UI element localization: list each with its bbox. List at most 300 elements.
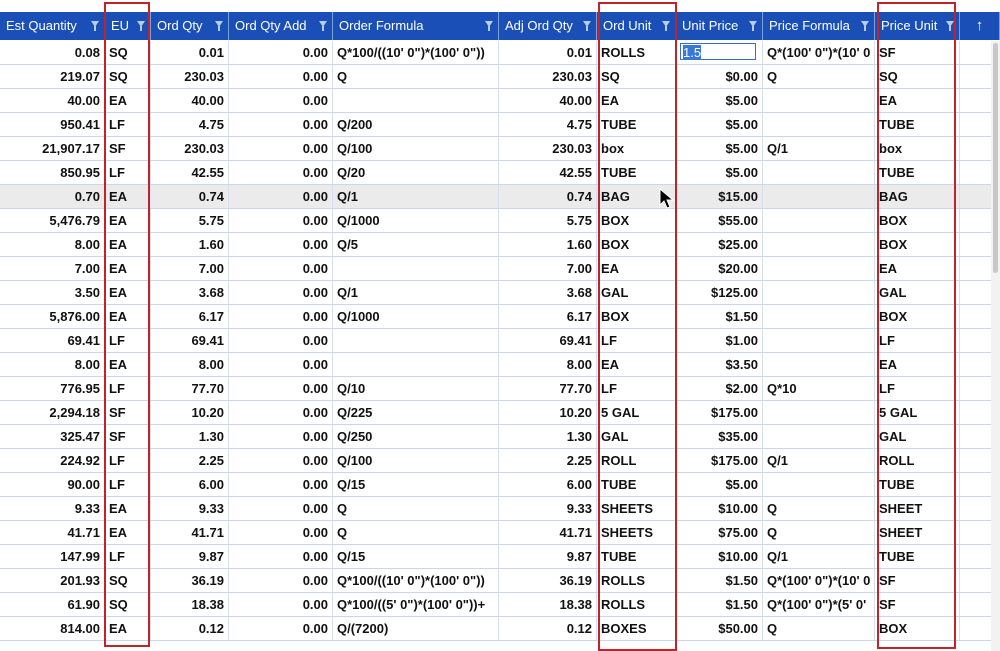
cell-order-formula[interactable]: Q/250 [333,425,499,448]
cell-price-unit[interactable]: BOX [875,233,960,256]
cell-est-qty[interactable]: 9.33 [0,497,105,520]
cell-eu[interactable]: EA [105,521,151,544]
cell-ord-qty[interactable]: 0.01 [151,41,229,64]
cell-unit-price[interactable]: $3.50 [676,353,763,376]
cell-eu[interactable]: EA [105,497,151,520]
cell-order-formula[interactable]: Q/100 [333,137,499,160]
cell-ord-unit[interactable]: BOX [597,233,676,256]
cell-ord-unit[interactable]: EA [597,353,676,376]
cell-est-qty[interactable]: 40.00 [0,89,105,112]
cell-price-unit[interactable]: SF [875,41,960,64]
cell-price-unit[interactable]: TUBE [875,113,960,136]
cell-price-formula[interactable] [763,257,875,280]
cell-price-formula[interactable] [763,185,875,208]
cell-ord-qty[interactable]: 69.41 [151,329,229,352]
table-row[interactable] [0,89,1000,113]
cell-ord-unit[interactable]: BOX [597,209,676,232]
cell-ord-unit[interactable]: ROLLS [597,569,676,592]
cell-ord-qty-add[interactable]: 0.00 [229,305,333,328]
cell-adj-ord-qty[interactable]: 36.19 [499,569,597,592]
cell-ord-qty-add[interactable]: 0.00 [229,401,333,424]
table-row[interactable] [0,41,1000,65]
cell-price-unit[interactable]: BAG [875,185,960,208]
table-row[interactable] [0,137,1000,161]
cell-ord-qty-add[interactable]: 0.00 [229,137,333,160]
cell-price-formula[interactable] [763,329,875,352]
cell-ord-qty-add[interactable]: 0.00 [229,569,333,592]
vertical-scrollbar[interactable] [991,41,1000,651]
table-row[interactable] [0,449,1000,473]
cell-ord-qty-add[interactable]: 0.00 [229,41,333,64]
cell-adj-ord-qty[interactable]: 8.00 [499,353,597,376]
table-row[interactable] [0,377,1000,401]
cell-ord-unit[interactable]: box [597,137,676,160]
cell-ord-qty-add[interactable]: 0.00 [229,185,333,208]
filter-icon[interactable] [91,21,99,27]
cell-ord-qty-add[interactable]: 0.00 [229,497,333,520]
cell-adj-ord-qty[interactable]: 40.00 [499,89,597,112]
cell-price-formula[interactable] [763,281,875,304]
header-adj-ord-qty[interactable] [499,12,597,40]
cell-order-formula[interactable]: Q [333,497,499,520]
cell-unit-price[interactable]: $5.00 [676,473,763,496]
cell-price-formula[interactable] [763,233,875,256]
cell-est-qty[interactable]: 776.95 [0,377,105,400]
cell-est-qty[interactable]: 8.00 [0,353,105,376]
cell-price-unit[interactable]: TUBE [875,161,960,184]
table-row[interactable] [0,593,1000,617]
cell-unit-price[interactable]: $20.00 [676,257,763,280]
cell-order-formula[interactable]: Q/1 [333,185,499,208]
cell-adj-ord-qty[interactable]: 0.01 [499,41,597,64]
cell-price-unit[interactable]: BOX [875,305,960,328]
cell-unit-price[interactable]: $1.50 [676,569,763,592]
cell-ord-qty-add[interactable]: 0.00 [229,89,333,112]
cell-eu[interactable]: SF [105,401,151,424]
cell-eu[interactable]: EA [105,233,151,256]
header-ord-qty[interactable] [151,12,229,40]
cell-unit-price[interactable]: $1.50 [676,593,763,616]
cell-ord-qty-add[interactable]: 0.00 [229,161,333,184]
cell-price-unit[interactable]: box [875,137,960,160]
cell-order-formula[interactable]: Q*100/((10' 0")*(100' 0")) [333,569,499,592]
cell-ord-qty-add[interactable]: 0.00 [229,233,333,256]
cell-ord-unit[interactable]: LF [597,377,676,400]
table-row[interactable] [0,497,1000,521]
cell-price-unit[interactable]: BOX [875,617,960,640]
cell-est-qty[interactable]: 814.00 [0,617,105,640]
header-est-qty[interactable] [0,12,105,40]
table-row[interactable] [0,521,1000,545]
cell-order-formula[interactable]: Q/5 [333,233,499,256]
table-row[interactable] [0,569,1000,593]
cell-eu[interactable]: EA [105,281,151,304]
cell-ord-unit[interactable]: ROLLS [597,593,676,616]
cell-ord-qty[interactable]: 3.68 [151,281,229,304]
cell-est-qty[interactable]: 219.07 [0,65,105,88]
cell-unit-price[interactable]: $75.00 [676,521,763,544]
cell-ord-unit[interactable]: GAL [597,425,676,448]
cell-order-formula[interactable]: Q/15 [333,473,499,496]
cell-order-formula[interactable]: Q*100/((5' 0")*(100' 0"))+ [333,593,499,616]
cell-order-formula[interactable] [333,257,499,280]
cell-order-formula[interactable]: Q/10 [333,377,499,400]
filter-icon[interactable] [137,21,145,27]
cell-order-formula[interactable]: Q/20 [333,161,499,184]
cell-adj-ord-qty[interactable]: 77.70 [499,377,597,400]
cell-eu[interactable]: EA [105,209,151,232]
cell-adj-ord-qty[interactable]: 42.55 [499,161,597,184]
cell-price-unit[interactable]: ROLL [875,449,960,472]
cell-ord-qty[interactable]: 42.55 [151,161,229,184]
cell-unit-price[interactable]: $5.00 [676,137,763,160]
cell-unit-price[interactable]: $5.00 [676,89,763,112]
cell-price-unit[interactable]: 5 GAL [875,401,960,424]
cell-est-qty[interactable]: 147.99 [0,545,105,568]
cell-est-qty[interactable]: 5,876.00 [0,305,105,328]
cell-adj-ord-qty[interactable]: 230.03 [499,137,597,160]
cell-est-qty[interactable]: 0.70 [0,185,105,208]
cell-eu[interactable]: LF [105,545,151,568]
table-row[interactable] [0,617,1000,641]
cell-est-qty[interactable]: 5,476.79 [0,209,105,232]
cell-est-qty[interactable]: 8.00 [0,233,105,256]
cell-adj-ord-qty[interactable]: 6.17 [499,305,597,328]
cell-est-qty[interactable]: 41.71 [0,521,105,544]
table-row[interactable] [0,401,1000,425]
cell-eu[interactable]: EA [105,89,151,112]
header-unit-price[interactable] [676,12,763,40]
filter-icon[interactable] [583,21,591,27]
cell-price-formula[interactable] [763,401,875,424]
cell-ord-unit[interactable]: SHEETS [597,521,676,544]
cell-ord-unit[interactable]: TUBE [597,161,676,184]
cell-eu[interactable]: SQ [105,569,151,592]
cell-adj-ord-qty[interactable]: 18.38 [499,593,597,616]
cell-order-formula[interactable]: Q [333,65,499,88]
cell-order-formula[interactable] [333,329,499,352]
cell-adj-ord-qty[interactable]: 1.60 [499,233,597,256]
cell-adj-ord-qty[interactable]: 230.03 [499,65,597,88]
cell-price-unit[interactable]: EA [875,257,960,280]
cell-ord-unit[interactable]: TUBE [597,473,676,496]
cell-price-formula[interactable] [763,161,875,184]
cell-ord-qty-add[interactable]: 0.00 [229,593,333,616]
cell-price-unit[interactable]: SF [875,593,960,616]
cell-est-qty[interactable]: 850.95 [0,161,105,184]
cell-ord-qty[interactable]: 6.00 [151,473,229,496]
table-row[interactable] [0,209,1000,233]
cell-unit-price[interactable]: $55.00 [676,209,763,232]
filter-icon[interactable] [319,21,327,27]
cell-unit-price[interactable]: $1.00 [676,329,763,352]
cell-ord-qty[interactable]: 6.17 [151,305,229,328]
cell-unit-price[interactable]: $2.00 [676,377,763,400]
cell-adj-ord-qty[interactable]: 1.30 [499,425,597,448]
cell-ord-unit[interactable]: ROLLS [597,41,676,64]
cell-price-unit[interactable]: EA [875,353,960,376]
cell-est-qty[interactable]: 3.50 [0,281,105,304]
table-row[interactable] [0,257,1000,281]
cell-unit-price[interactable]: $0.00 [676,65,763,88]
cell-price-unit[interactable]: GAL [875,281,960,304]
cell-adj-ord-qty[interactable]: 9.33 [499,497,597,520]
cell-ord-unit[interactable]: GAL [597,281,676,304]
cell-price-formula[interactable]: Q [763,617,875,640]
cell-adj-ord-qty[interactable]: 0.74 [499,185,597,208]
cell-ord-unit[interactable]: SQ [597,65,676,88]
cell-ord-qty[interactable]: 7.00 [151,257,229,280]
cell-ord-qty-add[interactable]: 0.00 [229,473,333,496]
cell-price-unit[interactable]: SF [875,569,960,592]
cell-ord-qty[interactable]: 230.03 [151,137,229,160]
cell-ord-qty[interactable]: 0.12 [151,617,229,640]
cell-eu[interactable]: SQ [105,65,151,88]
cell-unit-price[interactable]: $175.00 [676,449,763,472]
filter-icon[interactable] [662,21,670,27]
cell-price-formula[interactable]: Q*(100' 0")*(10' 0 [763,41,875,64]
cell-ord-unit[interactable]: EA [597,257,676,280]
cell-unit-price[interactable]: $5.00 [676,113,763,136]
cell-ord-unit[interactable]: ROLL [597,449,676,472]
filter-icon[interactable] [946,21,954,27]
cell-ord-unit[interactable]: BOXES [597,617,676,640]
header-sort[interactable] [960,12,1000,40]
cell-price-formula[interactable] [763,425,875,448]
table-row[interactable] [0,473,1000,497]
filter-icon[interactable] [861,21,869,27]
table-row[interactable] [0,113,1000,137]
cell-price-unit[interactable]: TUBE [875,545,960,568]
cell-est-qty[interactable]: 0.08 [0,41,105,64]
cell-eu[interactable]: EA [105,617,151,640]
cell-order-formula[interactable]: Q/15 [333,545,499,568]
cell-ord-qty[interactable]: 40.00 [151,89,229,112]
cell-unit-price[interactable]: $175.00 [676,401,763,424]
header-eu[interactable] [105,12,151,40]
cell-ord-qty-add[interactable]: 0.00 [229,377,333,400]
cell-eu[interactable]: LF [105,473,151,496]
cell-unit-price[interactable]: $10.00 [676,545,763,568]
cell-ord-unit[interactable]: SHEETS [597,497,676,520]
cell-ord-qty-add[interactable]: 0.00 [229,425,333,448]
header-ord-qty-add[interactable] [229,12,333,40]
cell-ord-qty-add[interactable]: 0.00 [229,113,333,136]
table-row[interactable] [0,305,1000,329]
cell-adj-ord-qty[interactable]: 6.00 [499,473,597,496]
cell-adj-ord-qty[interactable]: 0.12 [499,617,597,640]
cell-order-formula[interactable]: Q/1000 [333,209,499,232]
cell-ord-unit[interactable]: EA [597,89,676,112]
table-row[interactable] [0,233,1000,257]
cell-ord-qty[interactable]: 10.20 [151,401,229,424]
cell-ord-qty[interactable]: 9.33 [151,497,229,520]
cell-eu[interactable]: LF [105,377,151,400]
cell-ord-qty[interactable]: 4.75 [151,113,229,136]
table-row[interactable] [0,353,1000,377]
cell-order-formula[interactable] [333,353,499,376]
cell-price-formula[interactable]: Q/1 [763,545,875,568]
cell-price-formula[interactable] [763,89,875,112]
cell-ord-qty[interactable]: 1.60 [151,233,229,256]
cell-order-formula[interactable]: Q/100 [333,449,499,472]
cell-ord-unit[interactable]: 5 GAL [597,401,676,424]
cell-ord-qty[interactable]: 9.87 [151,545,229,568]
cell-eu[interactable]: EA [105,353,151,376]
cell-est-qty[interactable]: 69.41 [0,329,105,352]
cell-order-formula[interactable]: Q/225 [333,401,499,424]
table-row[interactable] [0,185,1000,209]
cell-est-qty[interactable]: 7.00 [0,257,105,280]
cell-price-unit[interactable]: SHEET [875,521,960,544]
cell-adj-ord-qty[interactable]: 5.75 [499,209,597,232]
table-row[interactable] [0,161,1000,185]
cell-price-unit[interactable]: LF [875,329,960,352]
cell-order-formula[interactable]: Q*100/((10' 0")*(100' 0")) [333,41,499,64]
cell-eu[interactable]: SQ [105,41,151,64]
cell-unit-price[interactable]: $10.00 [676,497,763,520]
cell-eu[interactable]: SF [105,425,151,448]
cell-ord-unit[interactable]: LF [597,329,676,352]
cell-ord-unit[interactable]: TUBE [597,545,676,568]
cell-price-formula[interactable]: Q*(100' 0")*(10' 0 [763,569,875,592]
cell-unit-price[interactable]: $1.50 [676,305,763,328]
unit-price-input[interactable] [680,43,756,60]
cell-ord-unit[interactable]: BAG [597,185,676,208]
filter-icon[interactable] [485,21,493,27]
cell-ord-qty-add[interactable]: 0.00 [229,353,333,376]
cell-order-formula[interactable]: Q/1 [333,281,499,304]
cell-unit-price[interactable]: $5.00 [676,161,763,184]
cell-price-unit[interactable]: LF [875,377,960,400]
cell-adj-ord-qty[interactable]: 2.25 [499,449,597,472]
cell-est-qty[interactable]: 950.41 [0,113,105,136]
cell-ord-qty-add[interactable]: 0.00 [229,281,333,304]
cell-ord-qty-add[interactable]: 0.00 [229,65,333,88]
cell-eu[interactable]: LF [105,113,151,136]
cell-ord-qty[interactable]: 1.30 [151,425,229,448]
table-row[interactable] [0,281,1000,305]
cell-ord-qty-add[interactable]: 0.00 [229,449,333,472]
cell-ord-qty-add[interactable]: 0.00 [229,329,333,352]
cell-est-qty[interactable]: 224.92 [0,449,105,472]
cell-order-formula[interactable]: Q [333,521,499,544]
cell-unit-price[interactable]: $25.00 [676,233,763,256]
cell-price-formula[interactable]: Q [763,497,875,520]
cell-adj-ord-qty[interactable]: 7.00 [499,257,597,280]
cell-est-qty[interactable]: 201.93 [0,569,105,592]
cell-est-qty[interactable]: 21,907.17 [0,137,105,160]
cell-adj-ord-qty[interactable]: 3.68 [499,281,597,304]
cell-price-unit[interactable]: GAL [875,425,960,448]
arrow-up-icon[interactable]: ↑ [975,17,984,34]
cell-ord-qty[interactable]: 36.19 [151,569,229,592]
cell-ord-qty[interactable]: 2.25 [151,449,229,472]
cell-price-formula[interactable]: Q/1 [763,137,875,160]
cell-price-formula[interactable] [763,353,875,376]
cell-price-formula[interactable] [763,209,875,232]
cell-ord-unit[interactable]: BOX [597,305,676,328]
filter-icon[interactable] [749,21,757,27]
cell-eu[interactable]: LF [105,329,151,352]
cell-ord-qty[interactable]: 5.75 [151,209,229,232]
cell-eu[interactable]: EA [105,305,151,328]
table-row[interactable] [0,545,1000,569]
filter-icon[interactable] [215,21,223,27]
cell-price-formula[interactable]: Q*(100' 0")*(5' 0' [763,593,875,616]
header-ord-unit[interactable] [597,12,676,40]
cell-price-unit[interactable]: EA [875,89,960,112]
cell-eu[interactable]: SF [105,137,151,160]
cell-eu[interactable]: EA [105,185,151,208]
cell-adj-ord-qty[interactable]: 10.20 [499,401,597,424]
cell-ord-qty[interactable]: 0.74 [151,185,229,208]
cell-eu[interactable]: SQ [105,593,151,616]
table-row[interactable] [0,329,1000,353]
cell-order-formula[interactable]: Q/(7200) [333,617,499,640]
cell-ord-qty[interactable]: 230.03 [151,65,229,88]
header-price-formula[interactable] [763,12,875,40]
cell-price-unit[interactable]: SQ [875,65,960,88]
cell-price-formula[interactable] [763,473,875,496]
cell-ord-qty-add[interactable]: 0.00 [229,545,333,568]
cell-price-formula[interactable] [763,305,875,328]
table-row[interactable] [0,425,1000,449]
cell-ord-qty[interactable]: 18.38 [151,593,229,616]
cell-ord-qty-add[interactable]: 0.00 [229,617,333,640]
header-price-unit[interactable] [875,12,960,40]
table-row[interactable] [0,65,1000,89]
cell-unit-price[interactable]: $125.00 [676,281,763,304]
cell-price-formula[interactable] [763,113,875,136]
cell-unit-price[interactable] [676,41,763,64]
cell-ord-qty-add[interactable]: 0.00 [229,209,333,232]
cell-unit-price[interactable]: $35.00 [676,425,763,448]
cell-adj-ord-qty[interactable]: 41.71 [499,521,597,544]
cell-unit-price[interactable]: $15.00 [676,185,763,208]
cell-ord-qty-add[interactable]: 0.00 [229,257,333,280]
scrollbar-thumb[interactable] [993,43,998,273]
cell-eu[interactable]: EA [105,257,151,280]
cell-adj-ord-qty[interactable]: 69.41 [499,329,597,352]
cell-eu[interactable]: LF [105,161,151,184]
cell-adj-ord-qty[interactable]: 4.75 [499,113,597,136]
cell-order-formula[interactable]: Q/200 [333,113,499,136]
cell-adj-ord-qty[interactable]: 9.87 [499,545,597,568]
cell-price-formula[interactable]: Q [763,65,875,88]
cell-ord-qty[interactable]: 77.70 [151,377,229,400]
cell-price-unit[interactable]: SHEET [875,497,960,520]
cell-unit-price[interactable]: $50.00 [676,617,763,640]
cell-est-qty[interactable]: 2,294.18 [0,401,105,424]
cell-order-formula[interactable]: Q/1000 [333,305,499,328]
cell-ord-qty[interactable]: 8.00 [151,353,229,376]
cell-price-unit[interactable]: TUBE [875,473,960,496]
cell-est-qty[interactable]: 61.90 [0,593,105,616]
cell-order-formula[interactable] [333,89,499,112]
cell-ord-qty[interactable]: 41.71 [151,521,229,544]
cell-price-formula[interactable]: Q [763,521,875,544]
cell-est-qty[interactable]: 90.00 [0,473,105,496]
cell-price-formula[interactable]: Q*10 [763,377,875,400]
cell-ord-qty-add[interactable]: 0.00 [229,521,333,544]
cell-price-formula[interactable]: Q/1 [763,449,875,472]
cell-price-unit[interactable]: BOX [875,209,960,232]
cell-ord-unit[interactable]: TUBE [597,113,676,136]
cell-eu[interactable]: LF [105,449,151,472]
cell-est-qty[interactable]: 325.47 [0,425,105,448]
header-order-formula[interactable] [333,12,499,40]
